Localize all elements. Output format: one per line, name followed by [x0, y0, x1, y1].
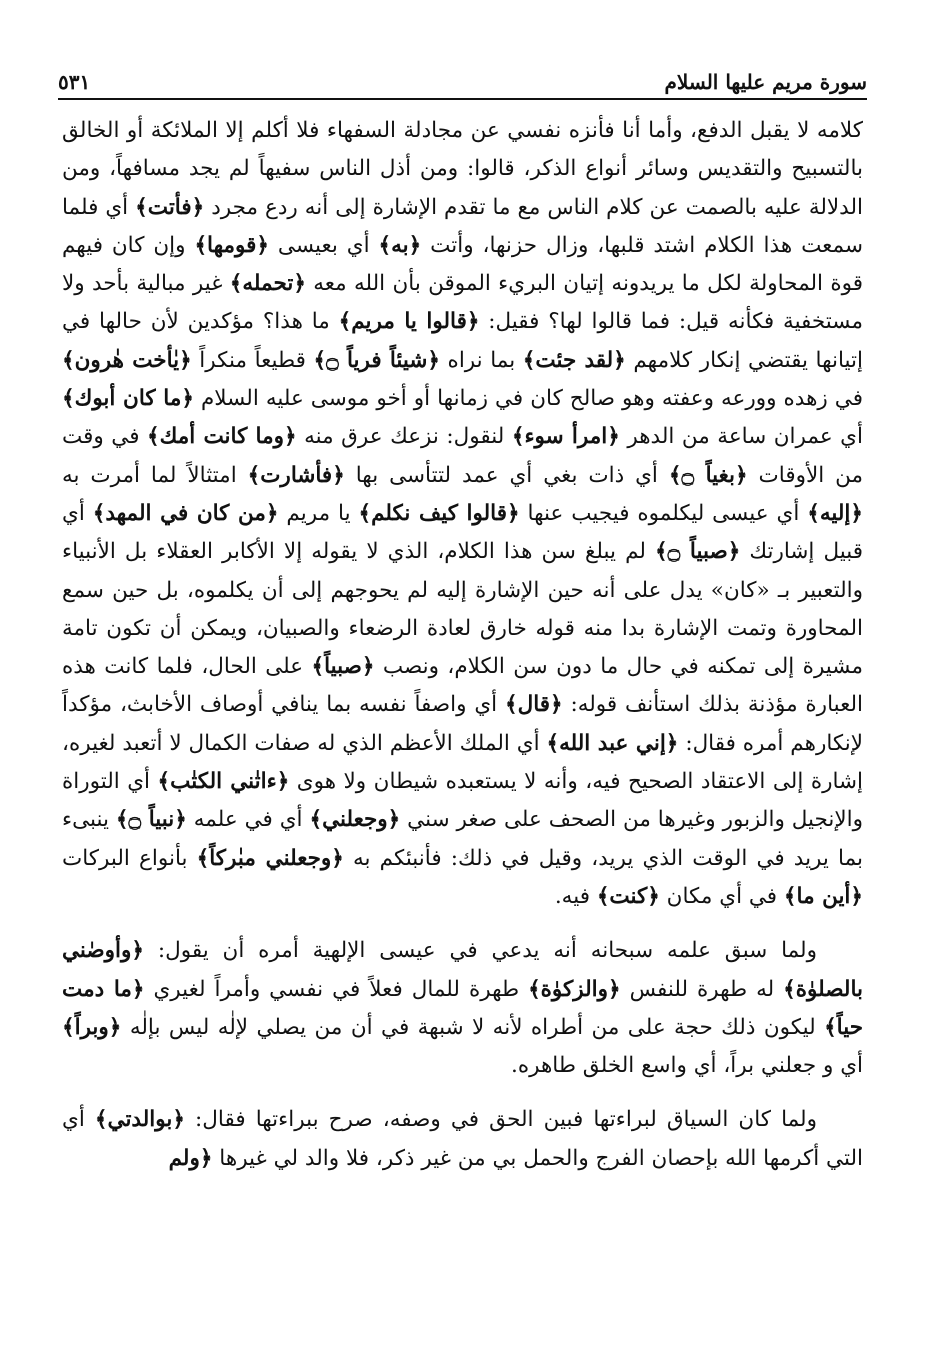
- commentary-text: لنقول: نزعك عرق منه: [296, 424, 512, 450]
- commentary-text: ما هذا؟ مؤكدين لأن حالها في إتيانها يقتضي إنكار كلامهم: [62, 309, 863, 373]
- commentary-text: قطيعاً منكراً: [191, 347, 314, 373]
- quran-quote: ﴿شيئاً فرياً ۝﴾: [313, 347, 440, 373]
- commentary-text: أي قبيل إشارتك: [62, 500, 863, 565]
- commentary-text: فيه.: [554, 883, 597, 909]
- quran-quote: ﴿ما دمت حياً﴾: [62, 976, 863, 1040]
- quran-quote: ﴿كنت﴾: [596, 883, 660, 909]
- quran-quote: ﴿صبياً ۝﴾: [655, 539, 741, 565]
- commentary-text: أي في علمه: [186, 807, 310, 833]
- commentary-text: ولما سبق علمه سبحانه أنه يدعي في عيسى الإلهية أمره أن يقول:: [144, 938, 817, 964]
- commentary-text: في وقت من الأوقات: [62, 424, 864, 488]
- commentary-text: له طهرة للنفس: [620, 976, 784, 1002]
- paragraph-1: [62, 112, 863, 916]
- quran-quote: ﴿والزكوٰة﴾: [528, 976, 621, 1002]
- quran-quote: ﴿وبراً﴾: [62, 1014, 122, 1040]
- commentary-text: بما نراه: [439, 347, 523, 373]
- commentary-text: أي بعيسى: [269, 232, 379, 258]
- commentary-text: غير مبالية بأحد ولا مستخفية فكأنه قيل: فما قالوا لها؟ فقيل:: [62, 271, 863, 335]
- quran-quote: ﴿قومها﴾: [194, 232, 270, 258]
- quran-quote: ﴿ءاتٰني الكتٰب﴾: [157, 769, 290, 795]
- commentary-text: أي و جعلني براً، أي واسع الخلق طاهره.: [511, 1053, 863, 1079]
- commentary-text: أي التي أكرمها الله بإحصان الفرج والحمل بي من غير ذكر، فلا والد لي غيرها: [62, 1107, 863, 1171]
- commentary-text: لم يبلغ سن هذا الكلام، الذي لا يقوله إلا الأكابر العقلاء بل الأنبياء والتعبير بـ «كان» يدل على أنه حين الإشارة إليه لم يحوجهم إلى أن يكلموه، بل حين سمع المحاورة وتمت الإشارة بدا منه قوله خارق لعادة الرضعاء والصبيان، ويمكن أن تكون تامة مشيرة إلى تمكنه في حال ما دون سن الكلام، ونصب: [62, 539, 863, 680]
- quran-quote: ﴿وما كانت أمك﴾: [147, 424, 297, 450]
- commentary-text: كلامه لا يقبل الدفع، وأما أنا فأنزه نفسي عن مجادلة السفهاء فلا أكلم إلا الملائكة أو الخالق بالتسبيح والتقديس وسائر أنواع الذكر، قالوا: ومن أذل الناس سفيهاً لم يجد مسافهاً، ومن الدلالة عليه بالصمت عن كلام الناس مع ما تقدم الإشارة إلى أنه ردع مجرد: [62, 118, 863, 220]
- quran-quote: ﴿قالوا يا مريم﴾: [338, 309, 480, 335]
- quran-quote: ﴿تحمله﴾: [229, 271, 306, 297]
- quran-quote: ﴿يٰأخت هٰرون﴾: [62, 347, 192, 373]
- commentary-text: ينبىء بما يريد في الوقت الذي يريد، وقيل في ذلك: فأنبئكم به: [62, 807, 864, 871]
- commentary-text: أي فلما سمعت هذا الكلام اشتد قلبها، وزال حزنها، وأتت: [62, 194, 863, 258]
- commentary-text: امتثالاً لما أمرت به: [62, 462, 248, 488]
- quran-quote: ﴿وجعلني﴾: [309, 807, 401, 833]
- commentary-text: على الحال، فلما كانت هذه العبارة مؤذنة بذلك استأنف قوله:: [62, 654, 864, 718]
- quran-quote: ﴿وجعلني مبٰركاً﴾: [196, 845, 344, 871]
- quran-quote: ﴿بغياً ۝﴾: [668, 462, 748, 488]
- quran-quote: ﴿إليه﴾: [807, 500, 863, 526]
- quran-quote: ﴿لقد جئت﴾: [522, 347, 626, 373]
- surah-title: سورة مريم عليها السلام: [664, 70, 867, 94]
- quran-quote: ﴿فأشارت﴾: [247, 462, 345, 488]
- paragraph-3: [62, 1101, 863, 1178]
- commentary-text: أي واصفاً نفسه بما ينافي أوصاف الأخابث، مؤكداً لإنكارهم أمره فقال:: [62, 692, 864, 756]
- quran-quote: ﴿أين ما﴾: [783, 883, 863, 909]
- paragraph-2: [62, 932, 863, 1085]
- quran-quote: ﴿صبياً﴾: [311, 654, 375, 680]
- quran-quote: ﴿امرأ سوء﴾: [511, 424, 620, 450]
- commentary-text: بأنواع البركات: [62, 845, 197, 871]
- commentary-text: أي عمران ساعة من الدهر: [619, 424, 863, 450]
- quran-quote: ﴿من كان في المهد﴾: [92, 500, 279, 526]
- running-header: [58, 58, 867, 100]
- commentary-text: أي ذات بغي أي عمد لتتأسى بها: [344, 462, 669, 488]
- commentary-text: في أي مكان: [659, 883, 784, 909]
- quran-quote: ﴿فأتت﴾: [135, 194, 205, 220]
- quran-quote: ﴿به﴾: [378, 232, 422, 258]
- commentary-text: وإن كان فيهم قوة المحاولة لكل ما يريدونه إتيان البريء الموقن بأن الله معه: [62, 232, 863, 297]
- commentary-text: طهرة للمال فعلاً في نفسي وأمراً لغيري: [144, 976, 529, 1002]
- commentary-text: في زهده وورعه وعفته وهو صالح كان في زمانها أو أخو موسى عليه السلام: [193, 386, 864, 412]
- quran-quote: ﴿إني عبد الله﴾: [546, 730, 679, 756]
- commentary-text: أي الملك الأعظم الذي له صفات الكمال لا أتعبد لغيره، إشارة إلى الاعتقاد الصحيح فيه، وأنه لا يستعبده شيطان ولا هوى: [62, 730, 863, 795]
- quran-quote: ﴿وأوصٰني بالصلوٰة﴾: [62, 938, 863, 1002]
- commentary-text: أي عيسى ليكلموه فيجيب عنها: [519, 500, 808, 526]
- quran-quote: ﴿ولم: [168, 1145, 213, 1171]
- quran-quote: ﴿قال﴾: [504, 692, 563, 718]
- commentary-text: يا مريم: [278, 500, 359, 526]
- quran-quote: ﴿بوالدتي﴾: [94, 1107, 185, 1133]
- commentary-text: ولما كان السياق لبراءتها فبين الحق في وصفه، صرح ببراءتها فقال:: [184, 1107, 817, 1133]
- quran-quote: ﴿نبياً ۝﴾: [115, 807, 187, 833]
- commentary-text: ليكون ذلك حجة على من أطراه لأنه لا شبهة في أن من يصلي لإلٰه ليس بإلٰه: [121, 1014, 825, 1040]
- commentary-body: [62, 112, 863, 1178]
- quran-quote: ﴿ما كان أبوك﴾: [62, 386, 194, 412]
- quran-quote: ﴿قالوا كيف نكلم﴾: [358, 500, 520, 526]
- page-number: ٥٣١: [58, 70, 91, 94]
- commentary-text: أي التوراة والإنجيل والزبور وغيرها من الصحف على صغر سني: [62, 769, 864, 833]
